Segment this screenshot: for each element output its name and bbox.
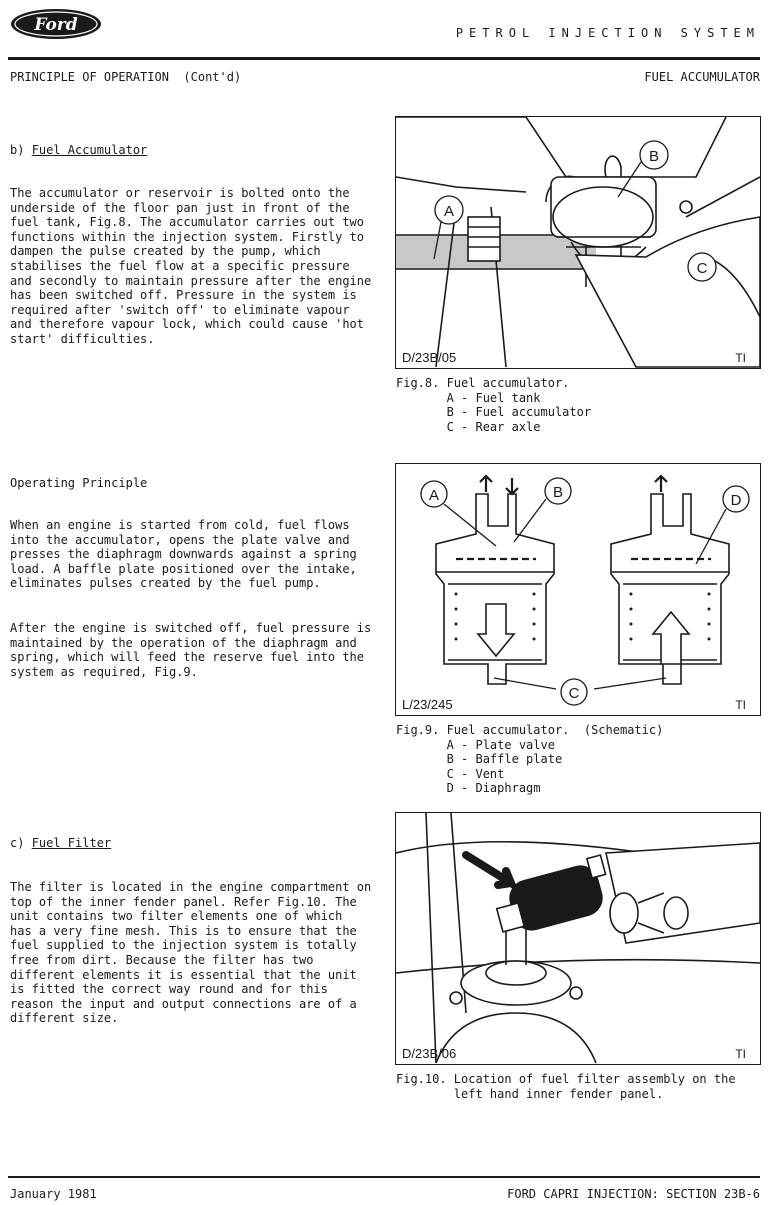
label-b: B [648, 148, 660, 165]
fuel-accumulator-heading: b) Fuel Accumulator [10, 143, 148, 157]
label-d: D [730, 492, 742, 509]
fuel-filter-text: The filter is located in the engine compartment on top of the inner fender panel. Refer Fig.10. The unit contains two filter elements one of which has a very fine mesh. This is to ensure that the fuel supplied to the injection system is totally free from dirt. Because the filter has two different elements it is essential that the unit is fitted the correct way round and for this reason the input and output connections are of a different size. [10, 880, 372, 1026]
label-c: C [696, 260, 708, 277]
section-heading: PRINCIPLE OF OPERATION (Cont'd) [10, 70, 242, 84]
label-b: B [552, 484, 564, 501]
logo-text: Ford [34, 15, 78, 35]
footer-section: FORD CAPRI INJECTION: SECTION 23B-6 [507, 1187, 760, 1201]
operating-principle-text-2: After the engine is switched off, fuel pressure is maintained by the operation of the diaphragm and spring, which will feed the reserve fuel into the system as required, Fig.9. [10, 621, 372, 679]
fig10-code: D/23B/06 [402, 1046, 457, 1061]
label-a: A [428, 487, 440, 504]
header-rule [8, 57, 760, 60]
fig10-mark: TI [735, 1047, 746, 1061]
fig9-caption: Fig.9. Fuel accumulator. (Schematic) A - Plate valve B - Baffle plate C - Vent D - Diaphragm [396, 723, 664, 796]
footer-date: January 1981 [10, 1187, 97, 1201]
fuel-accumulator-text: The accumulator or reservoir is bolted onto the underside of the floor pan just in front of the fuel tank, Fig.8. The accumulator carries out two functions within the injection system. Firstly to dampen the pulse created by the pump, which stabilises the fuel flow at a specific pressure and secondly to maintain pressure after the engine has been switched off. Pressure in the system is required after 'switch off' to eliminate vapour and therefore vapour lock, which could cause 'hot start' difficulties. [10, 186, 372, 346]
fig8-mark: TI [735, 351, 746, 365]
page-title: PETROL INJECTION SYSTEM [455, 26, 760, 40]
fig8-illustration [395, 116, 761, 369]
label-a: A [443, 203, 455, 220]
topic-heading: FUEL ACCUMULATOR [644, 70, 760, 84]
label-c: C [568, 685, 580, 702]
fig8-caption: Fig.8. Fuel accumulator. A - Fuel tank B - Fuel accumulator C - Rear axle [396, 376, 592, 434]
fig9-mark: TI [735, 698, 746, 712]
fig8-code: D/23B/05 [402, 350, 457, 365]
fuel-filter-heading: c) Fuel Filter [10, 836, 112, 850]
fig9-code: L/23/245 [402, 697, 453, 712]
fig10-illustration [395, 812, 761, 1065]
fig10-caption: Fig.10. Location of fuel filter assembly on the left hand inner fender panel. [396, 1072, 736, 1101]
operating-principle-text-1: When an engine is started from cold, fuel flows into the accumulator, opens the plate valve and presses the diaphragm downwards against a spring load. A baffle plate positioned over the intake, eliminates pulses created by the fuel pump. [10, 518, 357, 591]
operating-principle-heading: Operating Principle [10, 476, 148, 490]
ford-logo [10, 8, 102, 40]
footer-rule [8, 1176, 760, 1178]
fig9-schematic [395, 463, 761, 716]
